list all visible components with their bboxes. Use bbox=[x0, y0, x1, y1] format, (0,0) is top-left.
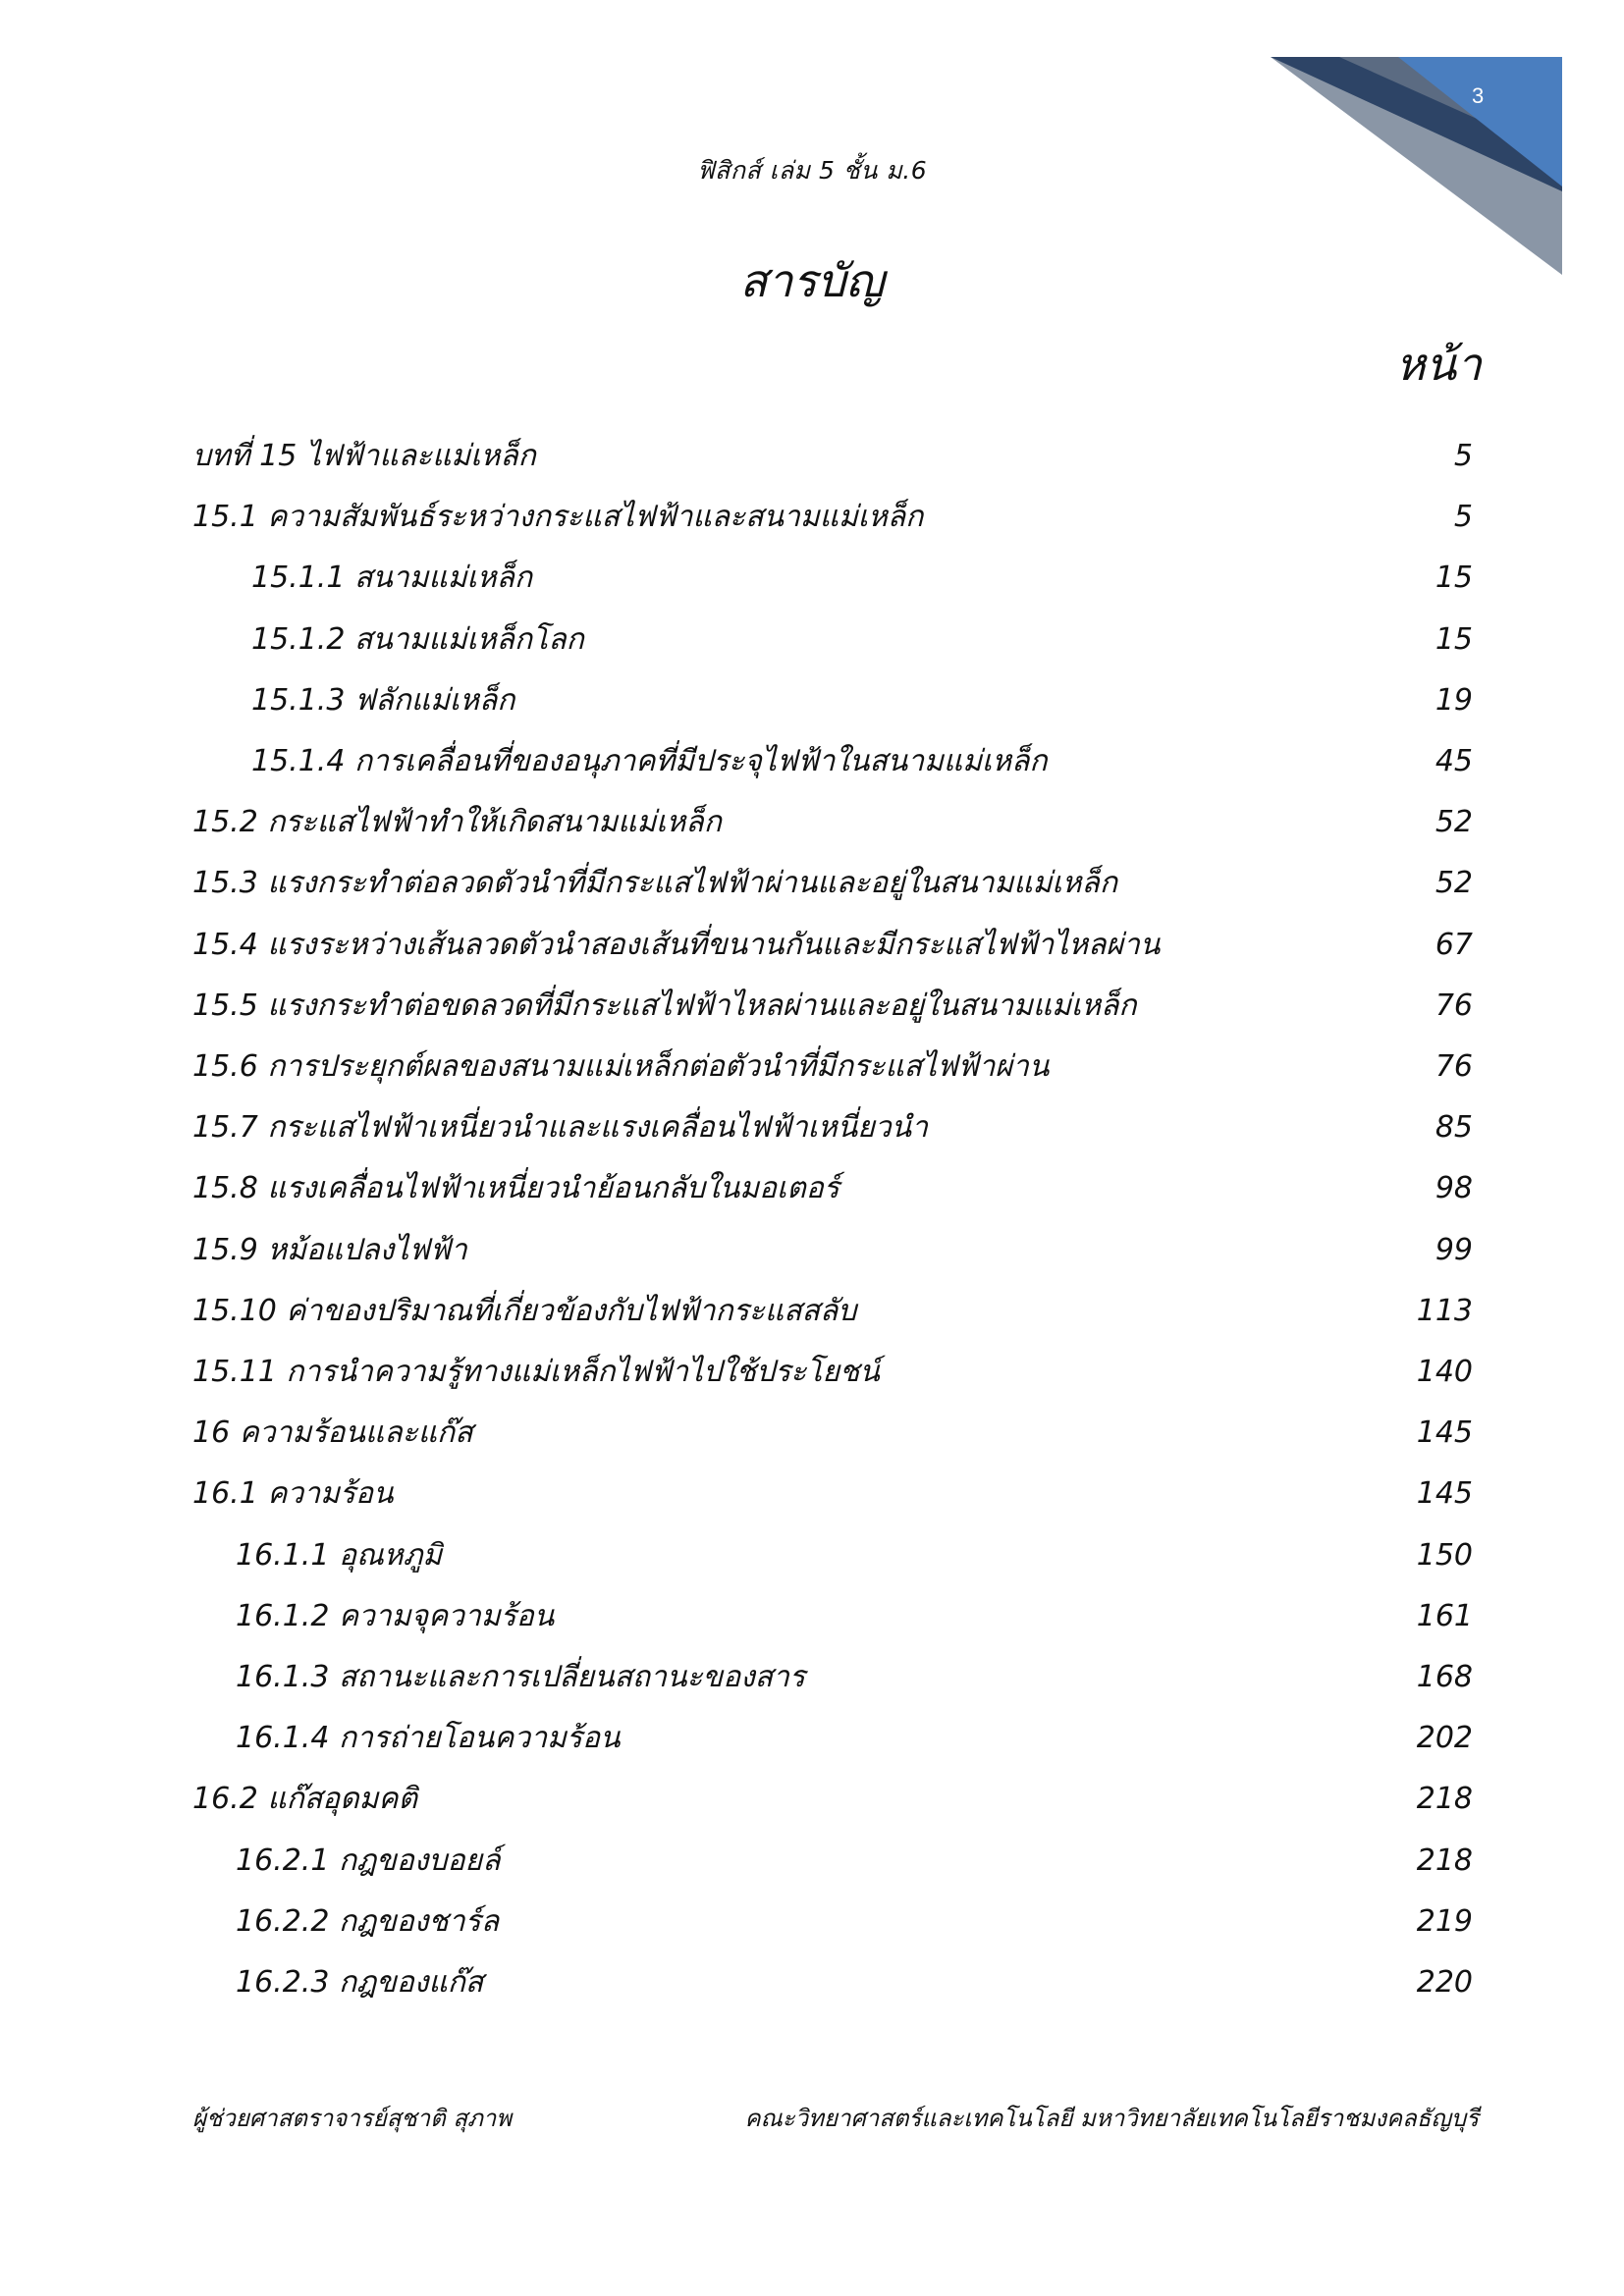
toc-entry bbox=[0, 982, 1624, 1031]
toc-entry bbox=[0, 1348, 1624, 1397]
toc-entry bbox=[0, 1837, 1624, 1886]
toc-entry-page: 168 bbox=[1416, 1660, 1473, 1694]
toc-entry-label: 15.8 แรงเคลื่อนไฟฟ้าเหนี่ยวนำย้อนกลับในมอเตอร์ bbox=[192, 1171, 839, 1206]
toc-entry-page: 150 bbox=[1416, 1537, 1473, 1573]
toc-entry-label: 16.1 ความร้อน bbox=[192, 1476, 394, 1512]
toc-entry bbox=[0, 554, 1624, 603]
toc-entry bbox=[0, 432, 1624, 481]
toc-entry-label: 15.1.3 ฟลักแม่เหล็ก bbox=[251, 682, 515, 718]
toc-entry-label: 16.2.2 กฎของชาร์ล bbox=[236, 1903, 500, 1939]
toc-entry-label: 15.4 แรงระหว่างเส้นลวดตัวนำสองเส้นที่ขนานกันและมีกระแสไฟฟ้าไหลผ่าน bbox=[192, 927, 1161, 962]
toc-entry bbox=[0, 859, 1624, 908]
toc-entry bbox=[0, 676, 1624, 725]
toc-entry-label: บทที่ 15 ไฟฟ้าและแม่เหล็ก bbox=[192, 439, 536, 473]
toc-entry-label: 15.5 แรงกระทำต่อขดลวดที่มีกระแสไฟฟ้าไหลผ่านและอยู่ในสนามแม่เหล็ก bbox=[192, 988, 1137, 1023]
running-header: ฟิสิกส์ เล่ม 5 ชั้น ม.6 bbox=[696, 156, 928, 185]
toc-entry-label: 15.3 แรงกระทำต่อลวดตัวนำที่มีกระแสไฟฟ้าผ่านและอยู่ในสนามแม่เหล็ก bbox=[192, 866, 1117, 901]
toc-entry-label: 16.2.1 กฎของบอยล์ bbox=[236, 1842, 501, 1878]
toc-entry bbox=[0, 1714, 1624, 1763]
toc-entry-page: 76 bbox=[1435, 1049, 1473, 1084]
toc-entry-label: 15.7 กระแสไฟฟ้าเหนี่ยวนำและแรงเคลื่อนไฟฟ้าเหนี่ยวนำ bbox=[192, 1110, 928, 1146]
toc-entry-label: 15.1.4 การเคลื่อนที่ของอนุภาคที่มีประจุไฟฟ้าในสนามแม่เหล็ก bbox=[251, 744, 1048, 778]
toc-entry-label: 15.6 การประยุกต์ผลของสนามแม่เหล็กต่อตัวนำที่มีกระแสไฟฟ้าผ่าน bbox=[192, 1049, 1050, 1084]
toc-entry-page: 99 bbox=[1435, 1232, 1473, 1267]
toc-entry-label: 16.2 แก๊สอุดมคติ bbox=[192, 1782, 417, 1817]
toc-entry-page: 145 bbox=[1416, 1476, 1473, 1512]
toc-entry-page: 161 bbox=[1416, 1598, 1473, 1633]
toc-entry-label: 15.9 หม้อแปลงไฟฟ้า bbox=[192, 1232, 467, 1267]
toc-entry-page: 5 bbox=[1453, 439, 1473, 473]
toc-entry-page: 140 bbox=[1416, 1355, 1473, 1389]
toc-entry-page: 85 bbox=[1435, 1110, 1473, 1146]
toc-entry-label: 16.2.3 กฎของแก๊ส bbox=[236, 1965, 484, 2000]
footer-institution: คณะวิทยาศาสตร์และเทคโนโลยี มหาวิทยาลัยเทคโนโลยีราชมงคลธัญบุรี bbox=[744, 2105, 1479, 2132]
page-number: 3 bbox=[1472, 83, 1485, 108]
toc-entry bbox=[0, 1531, 1624, 1580]
toc-entry-page: 219 bbox=[1416, 1903, 1473, 1939]
toc-entry-page: 113 bbox=[1416, 1293, 1473, 1328]
toc-entry bbox=[0, 1226, 1624, 1275]
footer-author: ผู้ช่วยศาสตราจารย์สุชาติ สุภาพ bbox=[192, 2105, 513, 2132]
toc-entry bbox=[0, 1287, 1624, 1336]
toc-entry-page: 98 bbox=[1435, 1171, 1473, 1206]
toc-entry-label: 16 ความร้อนและแก๊ส bbox=[192, 1415, 473, 1451]
toc-entry-label: 15.10 ค่าของปริมาณที่เกี่ยวข้องกับไฟฟ้ากระแสสลับ bbox=[192, 1293, 857, 1328]
toc-entry-page: 52 bbox=[1435, 805, 1473, 840]
toc-entry-page: 218 bbox=[1416, 1842, 1473, 1878]
toc-entry bbox=[0, 798, 1624, 847]
toc-entry-page: 19 bbox=[1435, 682, 1473, 718]
toc-entry-label: 15.1.2 สนามแม่เหล็กโลก bbox=[251, 621, 584, 657]
toc-entry bbox=[0, 1042, 1624, 1092]
toc-entry bbox=[0, 1775, 1624, 1824]
toc-entry bbox=[0, 737, 1624, 786]
toc-entry bbox=[0, 1653, 1624, 1702]
toc-entry-page: 5 bbox=[1453, 500, 1473, 535]
toc-entry bbox=[0, 1103, 1624, 1152]
toc-entry bbox=[0, 921, 1624, 970]
toc-entry-page: 220 bbox=[1416, 1965, 1473, 2000]
page-column-label: หน้า bbox=[1395, 338, 1482, 391]
toc-entry-label: 16.1.2 ความจุความร้อน bbox=[236, 1598, 555, 1633]
toc-entry-page: 202 bbox=[1416, 1721, 1473, 1756]
toc-entry-label: 15.1 ความสัมพันธ์ระหว่างกระแสไฟฟ้าและสนามแม่เหล็ก bbox=[192, 500, 924, 535]
toc-entry bbox=[0, 1592, 1624, 1641]
toc-entry bbox=[0, 615, 1624, 665]
toc-entry-page: 15 bbox=[1435, 621, 1473, 657]
toc-entry-page: 45 bbox=[1435, 744, 1473, 778]
toc-entry-label: 16.1.3 สถานะและการเปลี่ยนสถานะของสาร bbox=[236, 1660, 806, 1694]
toc-entry-page: 15 bbox=[1435, 561, 1473, 596]
toc-entry-page: 218 bbox=[1416, 1782, 1473, 1817]
toc-entry bbox=[0, 1409, 1624, 1458]
toc-entry-label: 15.1.1 สนามแม่เหล็ก bbox=[251, 561, 533, 596]
toc-entry bbox=[0, 1469, 1624, 1519]
toc-entry-label: 16.1.1 อุณหภูมิ bbox=[236, 1537, 443, 1573]
toc-entry-page: 145 bbox=[1416, 1415, 1473, 1451]
toc-entry bbox=[0, 1958, 1624, 2007]
toc-title: สารบัญ bbox=[739, 254, 885, 307]
toc-entry-page: 67 bbox=[1435, 927, 1473, 962]
toc-entry-page: 52 bbox=[1435, 866, 1473, 901]
toc-entry-label: 16.1.4 การถ่ายโอนความร้อน bbox=[236, 1721, 621, 1756]
toc-entry-page: 76 bbox=[1435, 988, 1473, 1023]
toc-entry bbox=[0, 1897, 1624, 1947]
toc-entry bbox=[0, 493, 1624, 542]
toc-entry-label: 15.11 การนำความรู้ทางแม่เหล็กไฟฟ้าไปใช้ประโยชน์ bbox=[192, 1355, 880, 1389]
toc-entry bbox=[0, 1164, 1624, 1213]
toc-entry-label: 15.2 กระแสไฟฟ้าทำให้เกิดสนามแม่เหล็ก bbox=[192, 805, 722, 840]
